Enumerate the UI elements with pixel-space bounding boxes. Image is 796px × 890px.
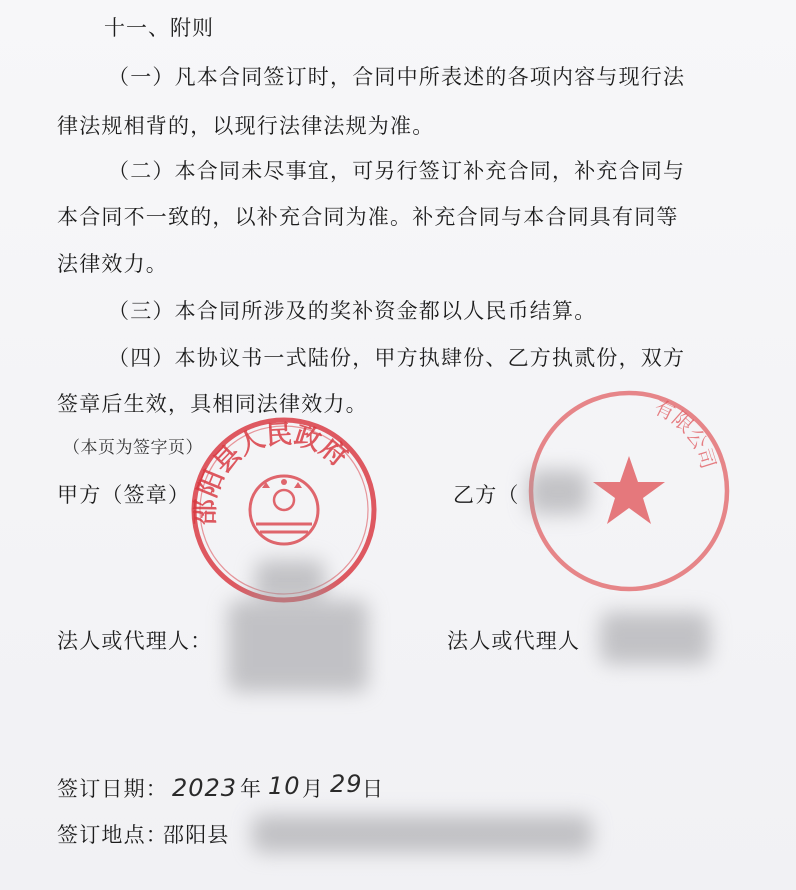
clause-1-line-2: 律法规相背的，以现行法律法规为准。 [57, 114, 435, 138]
redacted-signature-b [600, 612, 710, 664]
rep-a-label: 法人或代理人： [57, 629, 213, 653]
party-b-label: 乙方（ [453, 483, 520, 507]
rep-b-label: 法人或代理人 [447, 629, 581, 653]
sign-date-year: 2023 [172, 774, 238, 802]
clause-4-line-1: （四）本协议书一式陆份，甲方执肆份、乙方执贰份，双方 [108, 346, 686, 370]
section-title: 十一、附则 [104, 16, 214, 40]
svg-text:邵阳县人民政府 [191, 420, 353, 526]
sign-date-month-unit: 月 [302, 777, 325, 801]
redacted-sign-place [252, 815, 592, 853]
sign-place-value: 邵阳县 [163, 823, 230, 847]
sign-date-day: 29 [330, 770, 363, 798]
sign-date-label: 签订日期： [57, 777, 168, 801]
party-a-label: 甲方（签章） [57, 483, 191, 507]
sign-place-label: 签订地点： [57, 823, 168, 847]
clause-2-line-1: （二）本合同未尽事宜，可另行签订补充合同，补充合同与 [108, 159, 686, 183]
redacted-party-b [528, 470, 588, 514]
clause-2-line-2: 本合同不一致的，以补充合同为准。补充合同与本合同具有同等 [57, 205, 679, 229]
clause-2-line-3: 法律效力。 [57, 252, 168, 276]
signature-page-note: （本页为签字页） [63, 438, 203, 458]
clause-3-line-1: （三）本合同所涉及的奖补资金都以人民币结算。 [108, 299, 597, 323]
redacted-signature-a [228, 600, 368, 692]
government-seal-text: 邵阳县人民政府 [190, 419, 353, 526]
star-icon [593, 456, 665, 524]
company-seal-text: 有限公司 [650, 394, 721, 472]
clause-4-line-2: 签章后生效，具相同法律效力。 [57, 392, 368, 416]
sign-date-year-unit: 年 [240, 777, 263, 801]
sign-date-day-unit: 日 [362, 777, 385, 801]
redacted-name-fragment [255, 560, 325, 600]
sign-date-month: 10 [268, 772, 301, 800]
clause-1-line-1: （一）凡本合同签订时，合同中所表述的各项内容与现行法 [108, 65, 686, 89]
